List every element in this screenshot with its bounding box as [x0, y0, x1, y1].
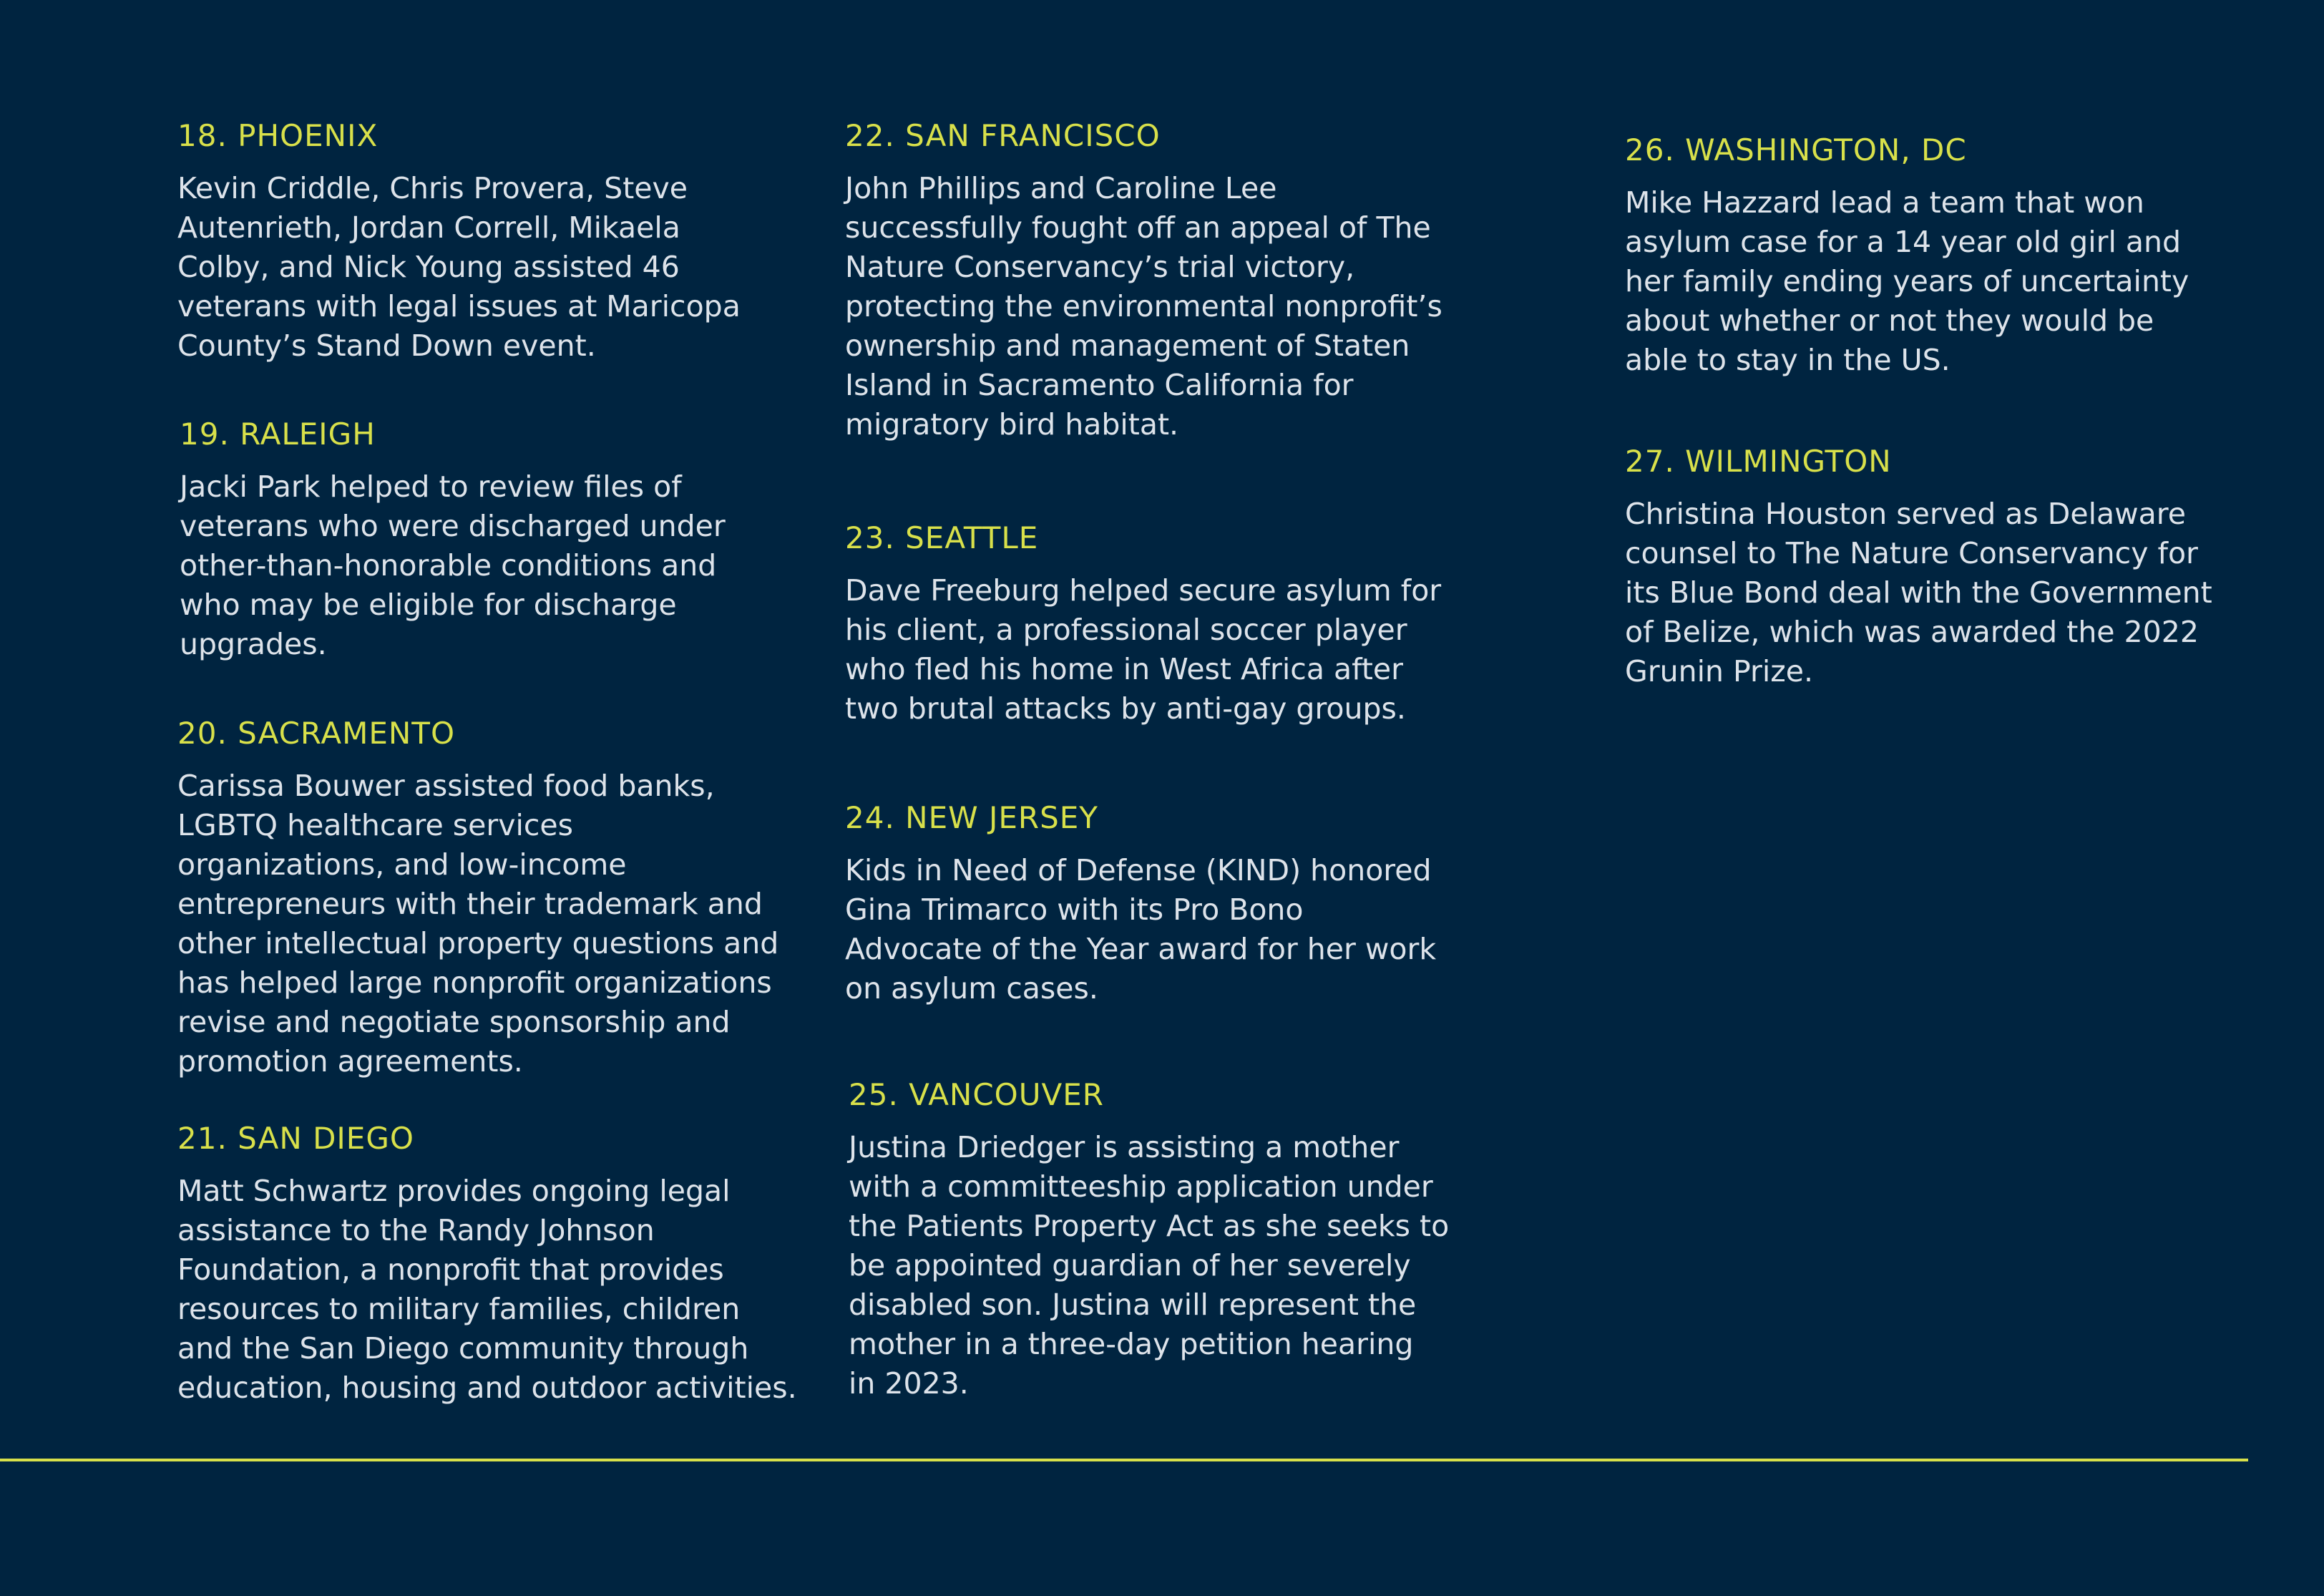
- entry-body: Kids in Need of Defense (KIND) honored Gina Trimarco with its Pro Bono Advocate of the Year award for her work on asylum cases.: [845, 853, 1437, 1006]
- entry-body: Jacki Park helped to review files of veterans who were discharged under other-than-honorable conditions and who may be eligible for discharge upgrades.: [180, 469, 726, 661]
- entry-body: John Phillips and Caroline Lee successfully fought off an appeal of The Nature Conservancy’s trial victory, protecting the environmental nonprofit’s ownership and management of Staten Island in Sacramento California for migratory bird habitat.: [845, 171, 1442, 442]
- entry-body: Matt Schwartz provides ongoing legal assistance to the Randy Johnson Foundation, a nonprofit that provides resources to military families, children and the San Diego community through education, housing and outdoor activities.: [177, 1174, 797, 1405]
- entry-heading: 26. WASHINGTON, DC: [1625, 132, 1967, 167]
- entry-body: Justina Driedger is assisting a mother with a committeeship application under the Patients Property Act as she seeks to be appointed guardian of her severely disabled son. Justina will represent the mother in a three-day petition hearing in 2023.: [849, 1130, 1450, 1401]
- entry-new-jersey: [845, 799, 1436, 1008]
- entry-raleigh: [180, 416, 726, 664]
- footer-divider: [0, 1459, 2248, 1461]
- entry-body: Dave Freeburg helped secure asylum for his client, a professional soccer player who fled his home in West Africa after two brutal attacks by anti-gay groups.: [845, 573, 1442, 726]
- entry-heading: 20. SACRAMENTO: [177, 716, 456, 751]
- entry-body: Kevin Criddle, Chris Provera, Steve Autenrieth, Jordan Correll, Mikaela Colby, and Nick Young assisted 46 veterans with legal issues at Maricopa County’s Stand Down event.: [177, 171, 741, 363]
- entry-heading: 25. VANCOUVER: [849, 1077, 1104, 1112]
- entry-phoenix: [177, 117, 741, 366]
- entry-vancouver: [849, 1076, 1449, 1403]
- entry-san-diego: [177, 1120, 797, 1408]
- entry-seattle: [845, 520, 1441, 729]
- entry-heading: 23. SEATTLE: [845, 520, 1039, 555]
- entry-wilmington: [1625, 443, 2212, 691]
- entry-heading: 18. PHOENIX: [177, 118, 379, 153]
- entry-body: Carissa Bouwer assisted food banks, LGBTQ healthcare services organizations, and low-income entrepreneurs with their trademark and other intellectual property questions and has helped large nonprofit organizations revise and negotiate sponsorship and promotion agreements.: [177, 769, 779, 1079]
- entry-heading: 19. RALEIGH: [180, 417, 376, 452]
- entry-heading: 24. NEW JERSEY: [845, 800, 1098, 835]
- entry-san-francisco: [845, 117, 1442, 444]
- entry-heading: 27. WILMINGTON: [1625, 444, 1892, 479]
- entry-heading: 21. SAN DIEGO: [177, 1121, 414, 1156]
- entry-heading: 22. SAN FRANCISCO: [845, 118, 1161, 153]
- entry-washington-dc: [1625, 132, 2189, 380]
- entry-body: Mike Hazzard lead a team that won asylum case for a 14 year old girl and her family ending years of uncertainty about whether or not they would be able to stay in the US.: [1625, 185, 2189, 377]
- entry-body: Christina Houston served as Delaware counsel to The Nature Conservancy for its Blue Bond deal with the Government of Belize, which was awarded the 2022 Grunin Prize.: [1625, 497, 2212, 688]
- entry-sacramento: [177, 715, 778, 1081]
